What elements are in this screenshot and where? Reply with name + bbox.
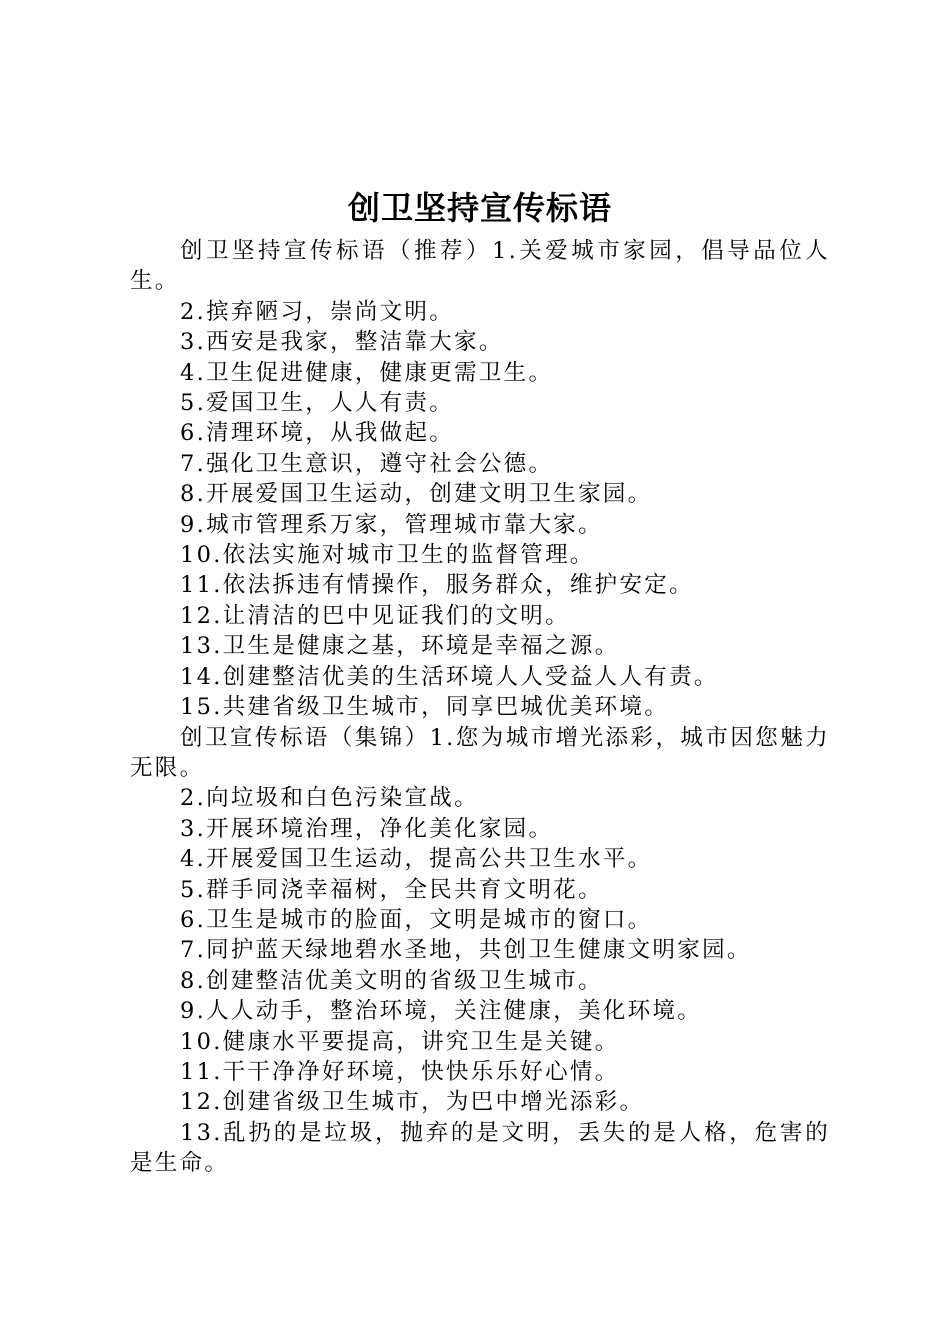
paragraph: 15.共建省级卫生城市，同享巴城优美环境。 — [180, 694, 670, 721]
document-body — [130, 236, 830, 1179]
paragraph: 12.让清洁的巴中见证我们的文明。 — [180, 602, 570, 629]
paragraph: 12.创建省级卫生城市，为巴中增光添彩。 — [180, 1089, 645, 1116]
paragraph: 2.向垃圾和白色污染宣战。 — [180, 785, 479, 812]
paragraph: 7.同护蓝天绿地碧水圣地，共创卫生健康文明家园。 — [180, 937, 752, 964]
paragraph: 11.干干净净好环境，快快乐乐好心情。 — [180, 1058, 620, 1085]
paragraph: 10.依法实施对城市卫生的监督管理。 — [180, 542, 595, 569]
document-title: 创卫坚持宣传标语 — [347, 189, 612, 227]
paragraph: 13.卫生是健康之基，环境是幸福之源。 — [180, 633, 620, 660]
paragraph: 6.卫生是城市的脸面，文明是城市的窗口。 — [180, 906, 653, 933]
paragraph: 3.西安是我家，整洁靠大家。 — [180, 329, 504, 356]
paragraph: 3.开展环境治理，净化美化家园。 — [180, 815, 554, 842]
paragraph: 4.卫生促进健康，健康更需卫生。 — [180, 359, 554, 386]
paragraph: 5.爱国卫生，人人有责。 — [180, 390, 455, 417]
paragraph: 9.人人动手，整治环境，关注健康，美化环境。 — [180, 998, 703, 1025]
paragraph: 创卫坚持宣传标语（推荐）1.关爱城市家园，倡导品位人生。 — [130, 238, 830, 295]
paragraph: 8.开展爱国卫生运动，创建文明卫生家园。 — [180, 481, 653, 508]
paragraph: 7.强化卫生意识，遵守社会公德。 — [180, 450, 554, 477]
paragraph: 4.开展爱国卫生运动，提高公共卫生水平。 — [180, 846, 653, 873]
paragraph: 2.摈弃陋习，崇尚文明。 — [180, 298, 455, 325]
paragraph: 8.创建整洁优美文明的省级卫生城市。 — [180, 967, 603, 994]
paragraph: 11.依法拆违有情操作，服务群众，维护安定。 — [180, 572, 694, 599]
paragraph: 9.城市管理系万家，管理城市靠大家。 — [180, 511, 603, 538]
paragraph: 13.乱扔的是垃圾，抛弃的是文明，丢失的是人格，危害的是生命。 — [130, 1119, 830, 1177]
paragraph: 创卫宣传标语（集锦）1.您为城市增光添彩，城市因您魅力无限。 — [130, 724, 830, 781]
paragraph: 10.健康水平要提高，讲究卫生是关键。 — [180, 1028, 620, 1055]
paragraph: 14.创建整洁优美的生活环境人人受益人人有责。 — [180, 663, 719, 690]
paragraph: 6.清理环境，从我做起。 — [180, 420, 455, 447]
paragraph: 5.群手同浇幸福树，全民共育文明花。 — [180, 876, 603, 903]
